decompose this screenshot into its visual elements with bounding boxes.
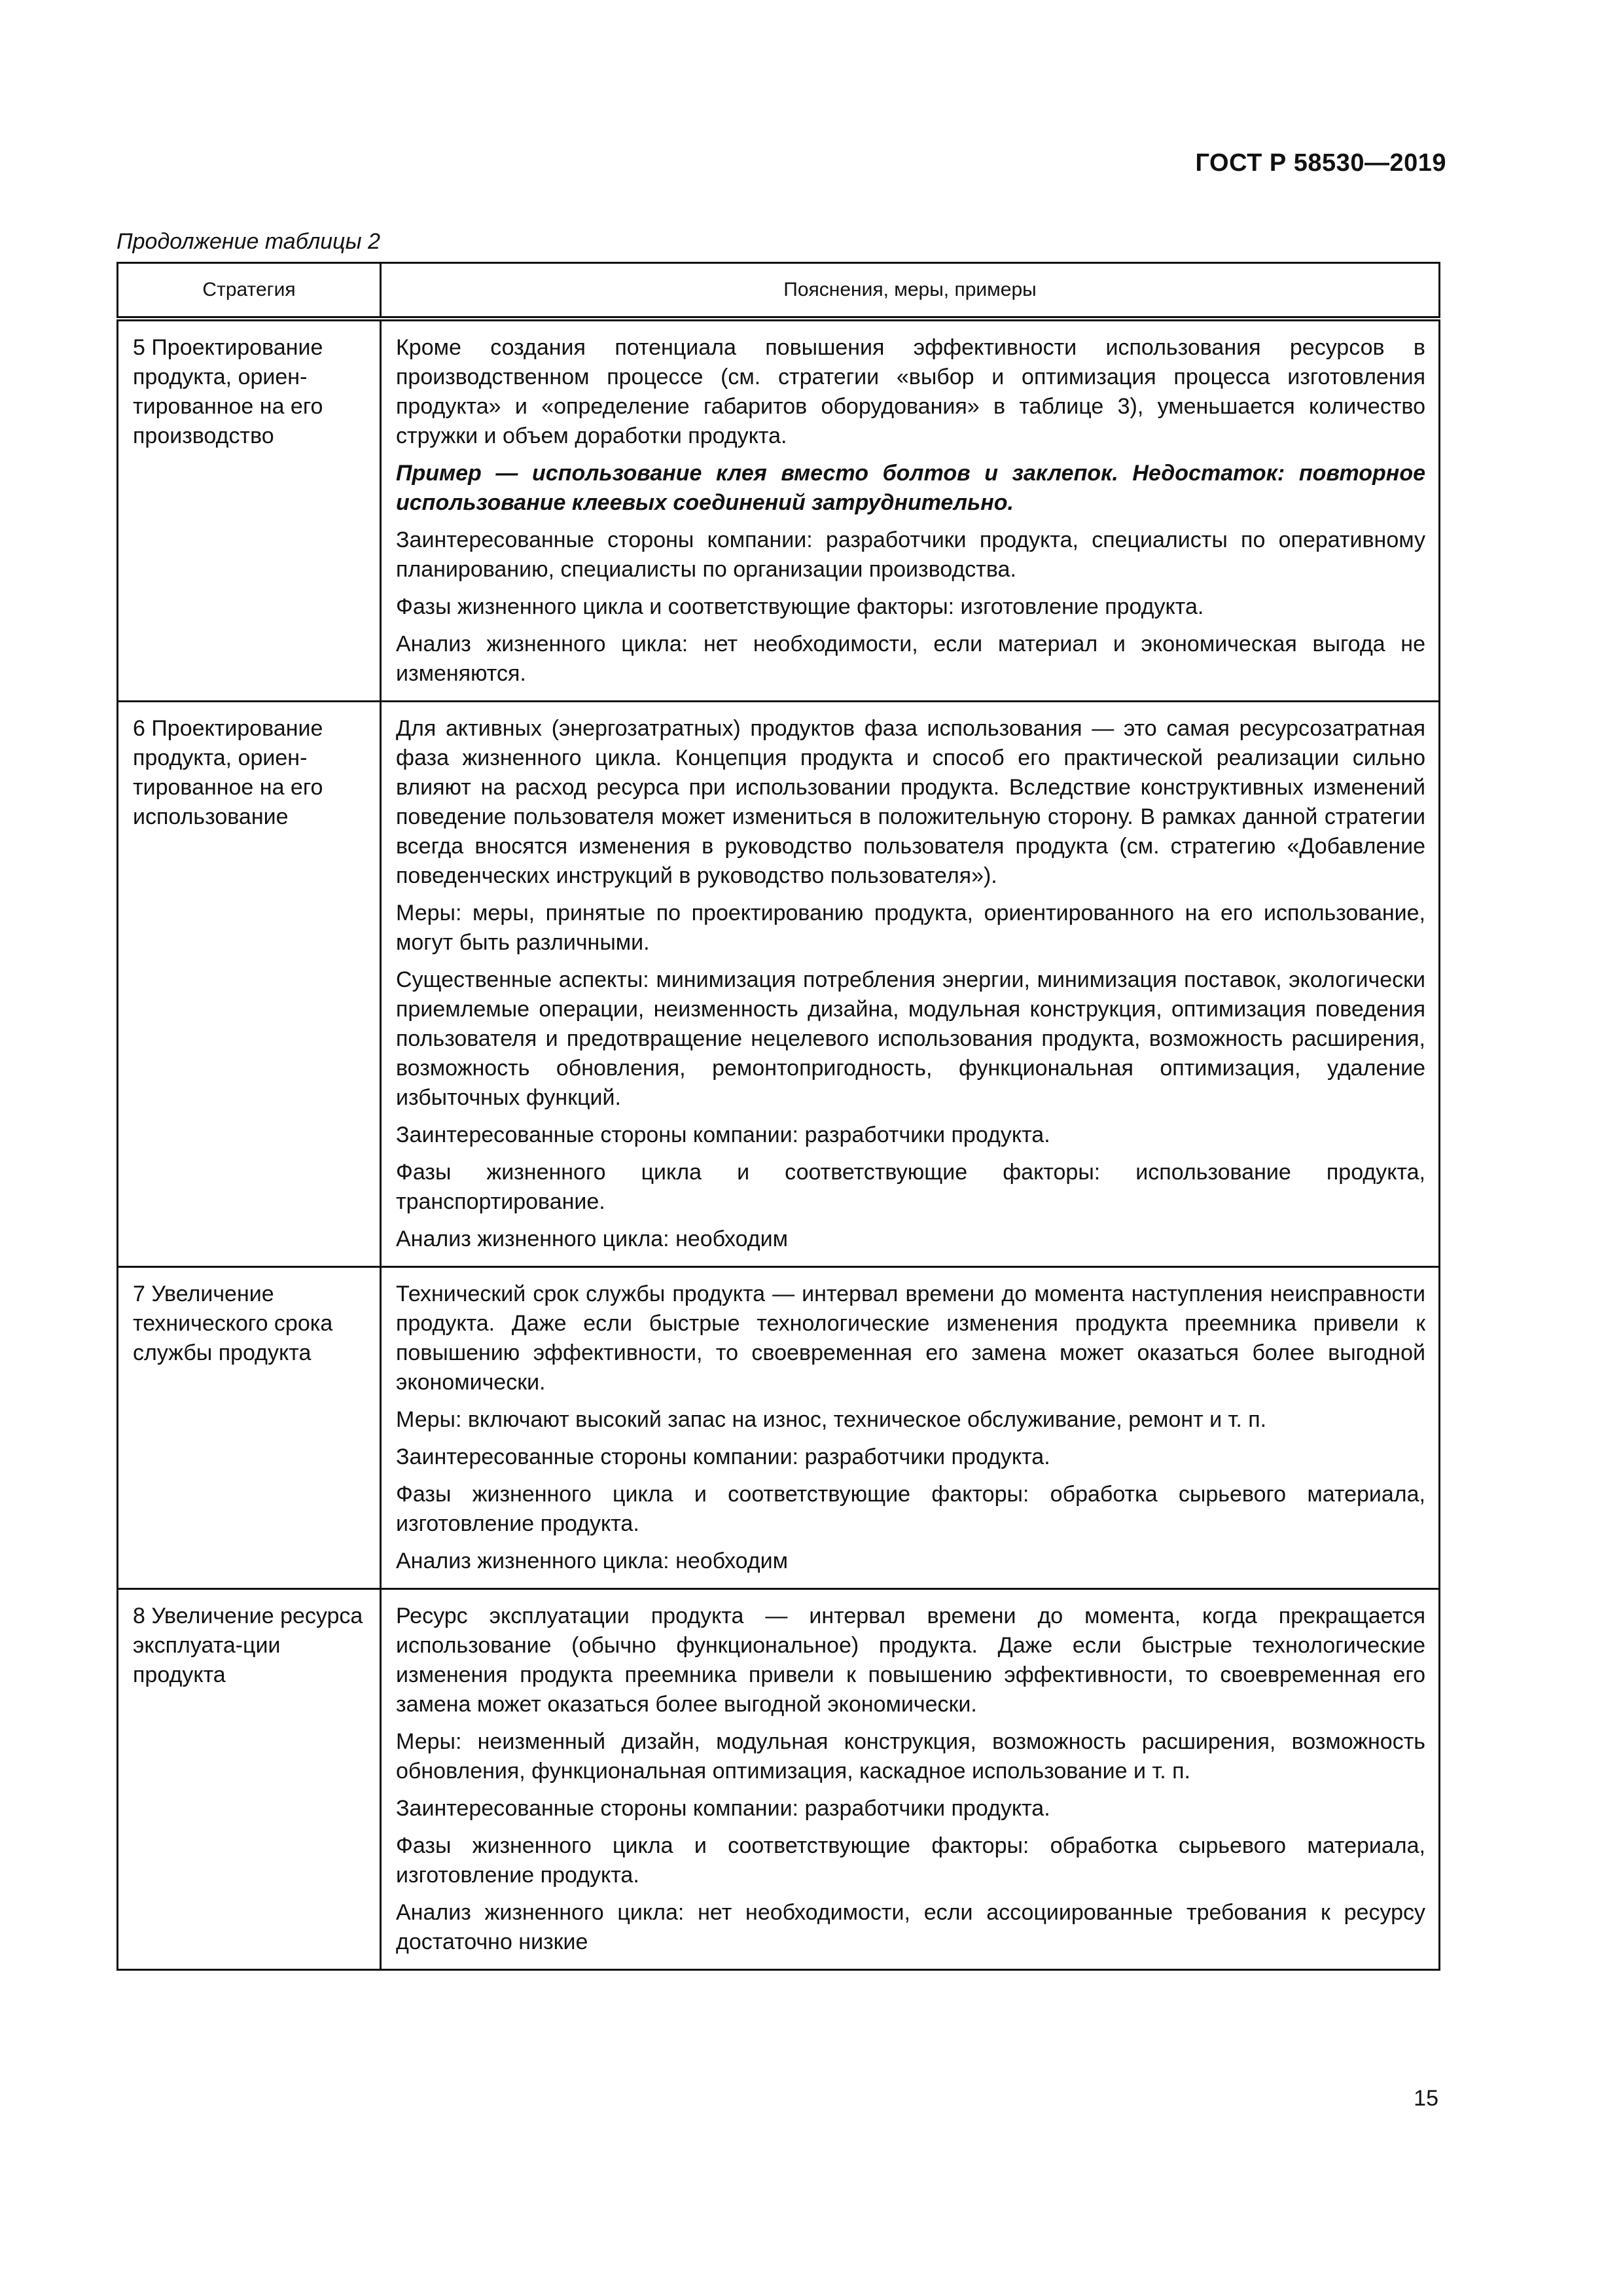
stakeholders-paragraph: Заинтересованные стороны компании: разработчики продукта. xyxy=(396,1796,1050,1821)
explanation-paragraph: Кроме создания потенциала повышения эффективности использования ресурсов в производственном процессе (см. стратегии «выбор и оптимизация процесса изготовления продукта» и «определение габаритов оборудования» в таблице 3), уменьшается количество стружки и объем доработки продукта. xyxy=(396,335,1425,448)
lifecycle-phases-paragraph: Фазы жизненного цикла и соответствующие факторы: обработка сырьевого материала, изготовление продукта. xyxy=(396,1482,1425,1536)
lifecycle-phases-paragraph: Фазы жизненного цикла и соответствующие факторы: использование продукта, транспортирование. xyxy=(396,1160,1425,1214)
lca-paragraph: Анализ жизненного цикла: нет необходимости, если материал и экономическая выгода не изменяются. xyxy=(396,632,1425,686)
lca-paragraph: Анализ жизненного цикла: нет необходимости, если ассоциированные требования к ресурсу достаточно низкие xyxy=(396,1900,1425,1954)
example-paragraph: Пример — использование клея вместо болтов и заклепок. Недостаток: повторное использование клеевых соединений затруднительно. xyxy=(396,461,1425,515)
lifecycle-phases-paragraph: Фазы жизненного цикла и соответствующие факторы: обработка сырьевого материала, изготовление продукта. xyxy=(396,1833,1425,1888)
table-row xyxy=(118,1589,1440,1970)
explanation-paragraph: Технический срок службы продукта — интервал времени до момента наступления неисправности продукта. Даже если быстрые технологические изменения продукта преемника привели к повышению эффективности, то своевременная его замена может оказаться более выгодной экономически. xyxy=(396,1282,1425,1395)
strategy-cell: 8 Увеличение ресурса эксплуата-ции продукта xyxy=(118,1589,381,1970)
explanation-cell xyxy=(381,1589,1440,1970)
table-row xyxy=(118,702,1440,1267)
explanation-cell xyxy=(381,319,1440,702)
column-header-strategy: Стратегия xyxy=(118,263,381,319)
lifecycle-phases-paragraph: Фазы жизненного цикла и соответствующие факторы: изготовление продукта. xyxy=(396,594,1204,619)
page-number: 15 xyxy=(1414,2086,1438,2111)
table-header-row xyxy=(118,263,1440,319)
stakeholders-paragraph: Заинтересованные стороны компании: разработчики продукта, специалисты по оперативному планированию, специалисты по организации производства. xyxy=(396,528,1425,582)
explanation-cell xyxy=(381,1267,1440,1589)
table-caption: Продолжение таблицы 2 xyxy=(116,229,380,254)
explanation-paragraph: Для активных (энергозатратных) продуктов фаза использования — это самая ресурсозатратная фаза жизненного цикла. Концепция продукта и способ его практической реализации сильно влияют на расход ресурса при использовании продукта. Вследствие конструктивных изменений поведение пользователя может измениться в положительную сторону. В рамках данной стратегии всегда вносятся изменения в руководство пользователя продукта (см. стратегию «Добавление поведенческих инструкций в руководство пользователя»). xyxy=(396,716,1425,888)
strategy-cell: 6 Проектирование продукта, ориен-тированное на его использование xyxy=(118,702,381,1267)
aspects-paragraph: Существенные аспекты: минимизация потребления энергии, минимизация поставок, экологически приемлемые операции, неизменность дизайна, модульная конструкция, оптимизация поведения пользователя и предотвращение нецелевого использования продукта, возможность расширения, возможность обновления, ремонтопригодность, функциональная оптимизация, удаление избыточных функций. xyxy=(396,967,1425,1110)
column-header-explanations: Пояснения, меры, примеры xyxy=(381,263,1440,319)
measures-paragraph: Меры: меры, принятые по проектированию продукта, ориентированного на его использование, могут быть различными. xyxy=(396,901,1425,955)
measures-paragraph: Меры: неизменный дизайн, модульная конструкция, возможность расширения, возможность обновления, функциональная оптимизация, каскадное использование и т. п. xyxy=(396,1729,1425,1784)
strategy-cell: 7 Увеличение технического срока службы продукта xyxy=(118,1267,381,1589)
explanation-cell xyxy=(381,702,1440,1267)
lca-paragraph: Анализ жизненного цикла: необходим xyxy=(396,1549,789,1573)
explanation-paragraph: Ресурс эксплуатации продукта — интервал времени до момента, когда прекращается использование (обычно функциональное) продукта. Даже если быстрые технологические изменения продукта преемника привели к повышению эффективности, то своевременная его замена может оказаться более выгодной экономически. xyxy=(396,1604,1425,1717)
stakeholders-paragraph: Заинтересованные стороны компании: разработчики продукта. xyxy=(396,1122,1050,1147)
stakeholders-paragraph: Заинтересованные стороны компании: разработчики продукта. xyxy=(396,1444,1050,1469)
strategy-table xyxy=(116,262,1440,1971)
standard-code: ГОСТ Р 58530—2019 xyxy=(1195,149,1446,177)
lca-paragraph: Анализ жизненного цикла: необходим xyxy=(396,1227,789,1251)
table-row xyxy=(118,319,1440,702)
table-row xyxy=(118,1267,1440,1589)
measures-paragraph: Меры: включают высокий запас на износ, техническое обслуживание, ремонт и т. п. xyxy=(396,1407,1267,1432)
strategy-cell: 5 Проектирование продукта, ориен-тированное на его производство xyxy=(118,319,381,702)
